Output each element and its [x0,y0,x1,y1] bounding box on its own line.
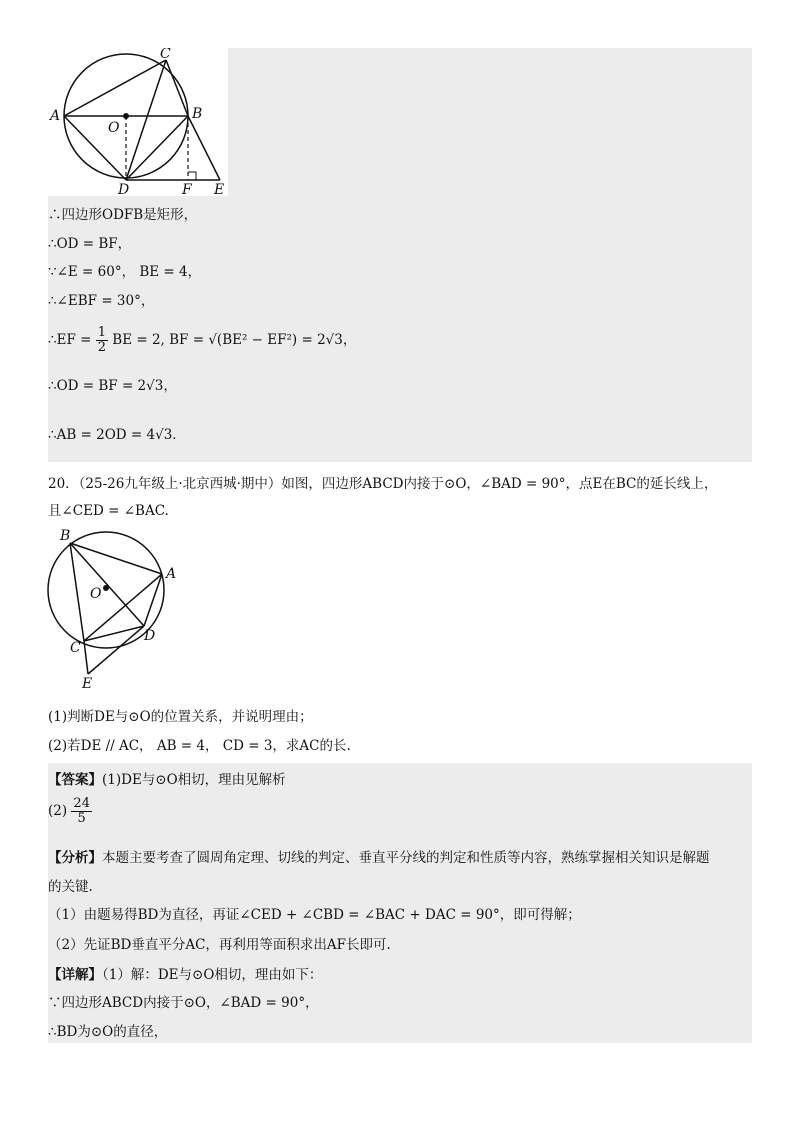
proof-line-5-start: ∴EF = [48,332,92,348]
fraction-numerator: 1 [97,325,106,340]
figure-2-circle-quadrilateral [42,528,182,692]
fig1-label-C: C [160,48,171,62]
fig2-label-O: O [90,586,102,602]
problem-20-line-2: 且∠CED = ∠BAC. [48,503,169,519]
analysis-line-3: （1）由题易得BD为直径，再证∠CED + ∠CBD = ∠BAC + DAC = 90°，即可得解； [48,907,581,923]
answer-part-1: (1)DE与⊙O相切，理由见解析 [102,772,286,788]
proof-line-2: ∴OD = BF， [48,236,132,252]
answer-line-1 [48,770,286,790]
proof-line-6: ∴OD = BF = 2√3， [48,378,177,394]
fig1-label-F: F [182,182,192,196]
fig1-label-D: D [118,182,130,196]
detail-line-2: ∵四边形ABCD内接于⊙O，∠BAD = 90°， [48,995,319,1011]
problem-20-line-1: 20．（25-26九年级上·北京西城·期中）如图，四边形ABCD内接于⊙O，∠BAD = 90°，点E在BC的延长线上， [48,476,718,492]
question-1: (1)判断DE与⊙O的位置关系，并说明理由； [48,709,313,725]
analysis-line-2: 的关键. [48,879,93,895]
answer-fraction-numerator: 24 [73,796,90,811]
fig1-label-E: E [214,182,225,196]
detail-text-1: （1）解：DE与⊙O相切，理由如下： [102,967,323,983]
proof-line-5 [48,326,356,355]
proof-line-1: ∴四边形ODFB是矩形， [48,207,198,223]
answer-fraction-denominator: 5 [77,811,86,826]
analysis-line-4: （2）先证BD垂直平分AC，再利用等面积求出AF长即可. [48,937,391,953]
detail-line-1 [48,965,322,985]
proof-line-4: ∴∠EBF = 30°， [48,293,155,309]
answer-part-2-prefix: (2) [48,803,68,819]
proof-line-7: ∴AB = 2OD = 4√3． [48,427,186,443]
fig2-label-B: B [60,528,71,544]
fig1-label-O: O [108,120,120,136]
fig2-label-D: D [144,628,156,644]
proof-line-5-end: BE = 2, BF = √(BE² − EF²) = 2√3， [112,332,357,348]
analysis-text-1: 本题主要考查了圆周角定理、切线的判定、垂直平分线的判定和性质等内容，熟练掌握相关知识是解题 [102,850,710,866]
fraction-one-half [96,326,108,355]
analysis-tag: 【分析】 [48,850,102,866]
answer-fraction [71,797,92,826]
fraction-denominator: 2 [97,340,106,355]
proof-line-3: ∵∠E = 60°， BE = 4， [48,264,202,280]
fig2-label-E: E [82,676,93,692]
fig1-label-B: B [192,106,203,122]
fig2-label-A: A [166,566,177,582]
question-2: (2)若DE // AC， AB = 4， CD = 3，求AC的长. [48,738,351,754]
detail-line-3: ∴BD为⊙O的直径， [48,1024,168,1040]
fig2-label-C: C [70,640,81,656]
fig1-label-A: A [50,108,61,124]
detail-tag: 【详解】 [48,967,102,983]
analysis-line-1 [48,848,710,868]
answer-tag: 【答案】 [48,772,102,788]
figure-1-circle-rectangle [48,48,228,196]
answer-line-2 [48,797,92,826]
